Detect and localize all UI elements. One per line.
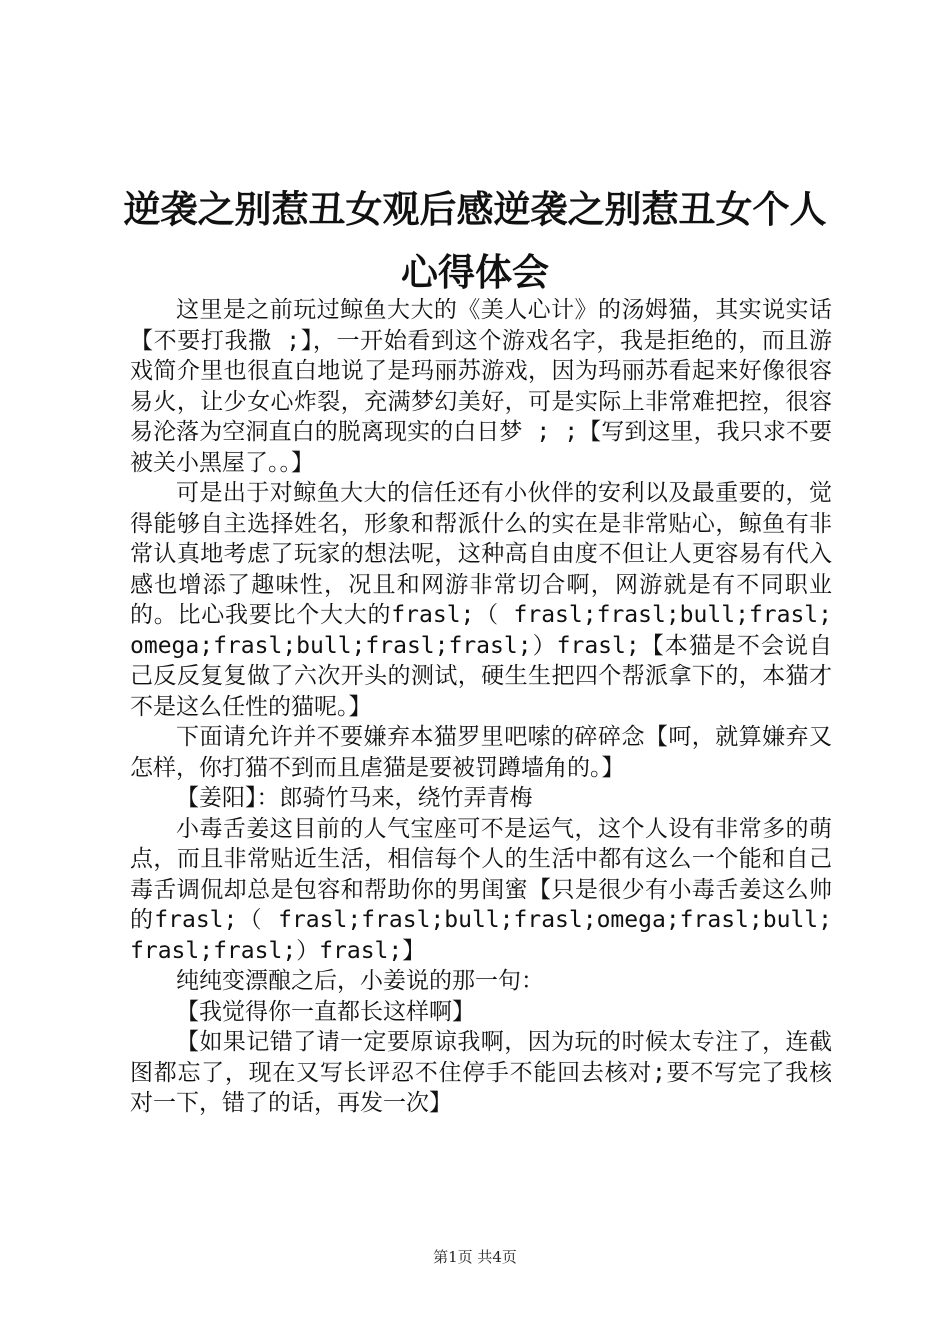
paragraph: 纯纯变漂酿之后，小姜说的那一句： bbox=[176, 968, 544, 994]
paragraph: 可是出于对鲸鱼大大的信任还有小伙伴的安利以及最重要的，觉得能够自主选择姓名，形象和帮派什么的实在是非常贴心，鲸鱼有非常认真地考虑了玩家的想法呢，这种高自由度不但让人更容易有代入感也增添了趣味性，况且和网游非常切合啊，网游就是有不同职业的。比心我要比个大大的frasl;（ frasl;frasl;bull;frasl;omega;frasl;bull;frasl;frasl;）frasl;【本猫是不会说自己反反复复做了六次开头的测试，硬生生把四个帮派拿下的，本猫才不是这么任性的猫呢。】 bbox=[130, 480, 832, 720]
paragraph: 这里是之前玩过鲸鱼大大的《美人心计》的汤姆猫，其实说实话【不要打我撒 ;】，一开始看到这个游戏名字，我是拒绝的，而且游戏简介里也很直白地说了是玛丽苏游戏，因为玛丽苏看起来好像很容易火，让少女心炸裂，充满梦幻美好，可是实际上非常难把控，很容易沦落为空洞直白的脱离现实的白日梦 ; ;【写到这里，我只求不要被关小黑屋了。。】 bbox=[130, 297, 832, 476]
document-body bbox=[130, 295, 832, 1119]
paragraph: 下面请允许并不要嫌弃本猫罗里吧嗦的碎碎念【呵，就算嫌弃又怎样，你打猫不到而且虐猫是要被罚蹲墙角的。】 bbox=[130, 724, 832, 781]
paragraph: 【如果记错了请一定要原谅我啊，因为玩的时候太专注了，连截图都忘了，现在又写长评忍不住停手不能回去核对;要不写完了我核对一下，错了的话，再发一次】 bbox=[130, 1029, 832, 1116]
paragraph: 小毒舌姜这目前的人气宝座可不是运气，这个人设有非常多的萌点，而且非常贴近生活，相信每个人的生活中都有这么一个能和自己毒舌调侃却总是包容和帮助你的男闺蜜【只是很少有小毒舌姜这么帅的frasl;（ frasl;frasl;bull;frasl;omega;frasl;bull;frasl;frasl;）frasl;】 bbox=[130, 815, 832, 964]
document-title: 逆袭之别惹丑女观后感逆袭之别惹丑女个人心得体会 bbox=[123, 187, 827, 294]
page-footer: 第1页 共4页 bbox=[433, 1248, 517, 1266]
paragraph: 【我觉得你一直都长这样啊】 bbox=[176, 998, 475, 1025]
paragraph: 【姜阳】：郎骑竹马来，绕竹弄青梅 bbox=[176, 785, 533, 811]
